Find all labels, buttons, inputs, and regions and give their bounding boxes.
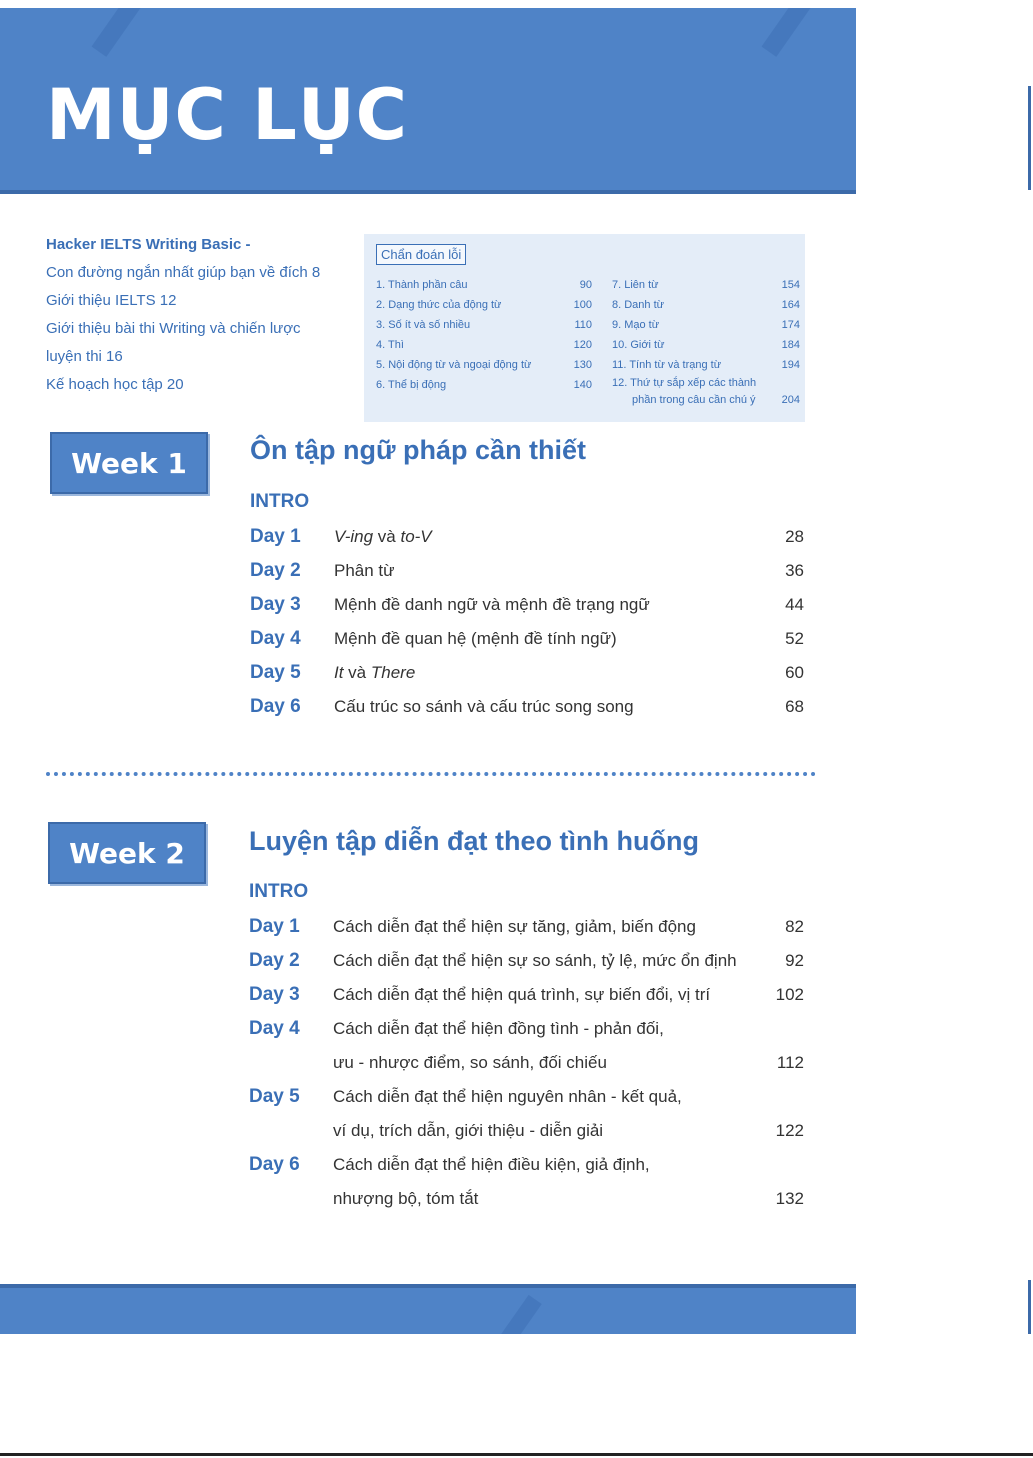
intro-link[interactable]: Giới thiệu IELTS 12 <box>46 292 177 309</box>
diagnosis-item-page: 130 <box>573 359 592 371</box>
day-page: 44 <box>785 595 804 614</box>
day-label: Day 5 <box>249 1086 300 1107</box>
day-title: Phân từ <box>334 561 395 580</box>
diagnosis-item[interactable] <box>612 275 800 295</box>
dotted-divider <box>46 772 816 776</box>
day-page: 36 <box>785 561 804 580</box>
diagnosis-box <box>364 234 805 422</box>
day-title-cont: ví dụ, trích dẫn, giới thiệu - diễn giải <box>333 1121 604 1140</box>
diagnosis-item-page: 110 <box>574 319 592 331</box>
footer-band <box>0 1284 856 1334</box>
week-2-days <box>249 910 804 1216</box>
day-page: 102 <box>775 985 804 1004</box>
diagnosis-item-title: 11. Tính từ và trạng từ <box>612 359 722 371</box>
week-2-title: Luyện tập diễn đạt theo tình huống <box>249 826 699 856</box>
day-page: 112 <box>776 1053 804 1072</box>
diagnosis-item-title: 8. Danh từ <box>612 299 665 311</box>
intro-link[interactable]: Con đường ngắn nhất giúp bạn về đích 8 <box>46 264 321 281</box>
toc-page <box>0 8 856 1334</box>
day-label: Day 6 <box>249 1154 300 1175</box>
day-label: Day 2 <box>249 950 300 971</box>
day-label: Day 4 <box>249 1018 300 1039</box>
diagnosis-item[interactable] <box>612 335 800 355</box>
diagnosis-item-title: 5. Nội động từ và ngoại động từ <box>376 359 532 371</box>
page-edge-mark <box>1028 1280 1031 1334</box>
diagnosis-item-title: 12. Thứ tự sắp xếp các thành <box>612 377 757 389</box>
day-label: Day 3 <box>250 594 301 615</box>
day-entry[interactable] <box>249 978 804 1012</box>
day-label: Day 6 <box>250 696 301 717</box>
diagnosis-item[interactable] <box>612 315 800 335</box>
diagnosis-label: Chẩn đoán lỗi <box>376 244 466 265</box>
day-title: Cách diễn đạt thể hiện điều kiện, giả định, <box>333 1155 650 1174</box>
diagnosis-item-title: 10. Giới từ <box>612 339 665 351</box>
diagnosis-item-page: 120 <box>573 339 592 351</box>
day-label: Day 4 <box>250 628 301 649</box>
intro-link[interactable]: Hacker IELTS Writing Basic - <box>46 236 251 253</box>
day-entry[interactable] <box>250 520 804 554</box>
day-page: 82 <box>785 917 804 936</box>
diagnosis-item-title: 6. Thể bị động <box>376 379 447 391</box>
diagnosis-item[interactable] <box>376 295 592 315</box>
intro-link[interactable]: Kế hoạch học tập 20 <box>46 376 184 393</box>
diagnosis-item[interactable] <box>376 335 592 355</box>
day-entry[interactable] <box>250 622 804 656</box>
week-2-badge: Week 2 <box>48 822 206 884</box>
intro-links <box>46 231 356 399</box>
diagnosis-item[interactable] <box>612 295 800 315</box>
diagnosis-item[interactable] <box>612 355 800 375</box>
day-label: Day 3 <box>249 984 300 1005</box>
diagnosis-item-page: 154 <box>781 279 800 291</box>
day-title: It và There <box>334 663 416 682</box>
diagnosis-item[interactable] <box>376 275 592 295</box>
day-title: V-ing và to-V <box>334 527 432 546</box>
decor-stripe <box>762 8 817 57</box>
day-title: Cách diễn đạt thể hiện đồng tình - phản đối, <box>333 1019 664 1038</box>
diagnosis-item-page: 90 <box>579 279 592 291</box>
diagnosis-item-title: 1. Thành phần câu <box>376 279 468 291</box>
diagnosis-column-1 <box>376 275 592 395</box>
day-title: Cách diễn đạt thể hiện sự tăng, giảm, biến động <box>333 917 696 936</box>
day-entry[interactable] <box>250 554 804 588</box>
page-edge-mark <box>1028 86 1031 190</box>
day-title: Mệnh đề danh ngữ và mệnh đề trạng ngữ <box>334 595 650 614</box>
scan-bottom-edge <box>0 1453 1033 1456</box>
diagnosis-item-page: 164 <box>781 299 800 311</box>
day-entry[interactable] <box>249 910 804 944</box>
day-title: Mệnh đề quan hệ (mệnh đề tính ngữ) <box>334 629 617 648</box>
day-entry[interactable] <box>249 1148 804 1216</box>
diagnosis-item-title: 7. Liên từ <box>612 279 659 291</box>
diagnosis-item-title: 9. Mạo từ <box>612 319 660 331</box>
decor-stripe <box>92 8 147 57</box>
day-title: Cách diễn đạt thể hiện nguyên nhân - kết quả, <box>333 1087 682 1106</box>
diagnosis-item-page: 204 <box>781 394 800 406</box>
week-1-intro[interactable]: INTRO <box>250 491 310 512</box>
day-label: Day 1 <box>250 526 301 547</box>
week-1-badge: Week 1 <box>50 432 208 494</box>
diagnosis-item-page: 174 <box>781 319 800 331</box>
diagnosis-column-2 <box>612 275 800 409</box>
diagnosis-item-title-cont: phần trong câu cần chú ý <box>632 394 756 406</box>
diagnosis-item[interactable] <box>376 375 592 395</box>
header-rule <box>0 190 856 194</box>
diagnosis-item[interactable] <box>376 315 592 335</box>
decor-stripe <box>494 1295 542 1334</box>
diagnosis-item-page: 140 <box>573 379 592 391</box>
day-entry[interactable] <box>250 656 804 690</box>
diagnosis-item-title: 2. Dạng thức của động từ <box>376 299 502 311</box>
diagnosis-item[interactable] <box>612 375 800 409</box>
day-page: 52 <box>785 629 804 648</box>
day-page: 68 <box>785 697 804 716</box>
day-label: Day 2 <box>250 560 301 581</box>
diagnosis-item-title: 3. Số ít và số nhiều <box>376 319 471 331</box>
intro-link[interactable]: Giới thiệu bài thi Writing và chiến lược <box>46 320 301 337</box>
day-page: 122 <box>775 1121 804 1140</box>
day-title: Cấu trúc so sánh và cấu trúc song song <box>334 697 634 716</box>
diagnosis-item-page: 194 <box>781 359 800 371</box>
week-1-title: Ôn tập ngữ pháp cần thiết <box>250 435 587 465</box>
diagnosis-item-title: 4. Thì <box>376 339 404 351</box>
day-page: 132 <box>775 1189 804 1208</box>
week-1-days <box>250 520 804 724</box>
intro-link[interactable]: luyện thi 16 <box>46 348 123 365</box>
day-label: Day 5 <box>250 662 301 683</box>
day-entry[interactable] <box>249 1080 804 1148</box>
diagnosis-item[interactable] <box>376 355 592 375</box>
page-title: MỤC LỤC <box>46 74 409 156</box>
diagnosis-item-page: 184 <box>781 339 800 351</box>
day-label: Day 1 <box>249 916 300 937</box>
day-title-cont: nhượng bộ, tóm tắt <box>333 1189 479 1208</box>
diagnosis-item-page: 100 <box>573 299 592 311</box>
day-page: 60 <box>785 663 804 682</box>
day-title-cont: ưu - nhược điểm, so sánh, đối chiếu <box>333 1053 607 1072</box>
day-page: 28 <box>785 527 804 546</box>
footer-rule <box>0 1284 856 1288</box>
day-entry[interactable] <box>250 690 804 724</box>
day-title: Cách diễn đạt thể hiện sự so sánh, tỷ lệ, mức ổn định <box>333 951 737 970</box>
day-entry[interactable] <box>249 1012 804 1080</box>
day-page: 92 <box>785 951 804 970</box>
day-title: Cách diễn đạt thể hiện quá trình, sự biến đổi, vị trí <box>333 985 711 1004</box>
week-2-intro[interactable]: INTRO <box>249 881 309 902</box>
day-entry[interactable] <box>249 944 804 978</box>
day-entry[interactable] <box>250 588 804 622</box>
header-band <box>0 8 856 194</box>
